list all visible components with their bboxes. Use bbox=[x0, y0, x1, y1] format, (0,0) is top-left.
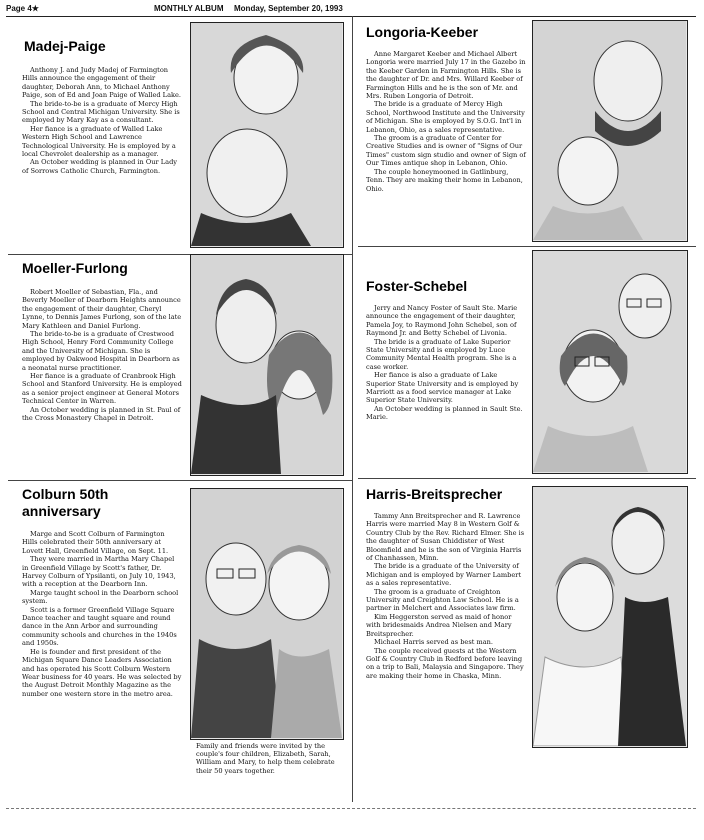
article-body bbox=[22, 288, 182, 423]
paragraph: Anne Margaret Keeber and Michael Albert Longoria were married July 17 in the Gazebo in the Keeber Garden in Farmington Hills. She is the daughter of Dr. and Mrs. Willard Keeber of Farmington Hills and he is the son of Mr. and Mrs. Ruben Longoria of Detroit. bbox=[366, 50, 526, 101]
section-divider bbox=[358, 478, 696, 479]
paragraph: He is founder and first president of the Michigan Square Dance Leaders Association and has operated his Scott Colburn Western Wear business for 40 years. He was selected by the August Detroit Monthly Magazine as the number one western store in the metro area. bbox=[22, 647, 182, 698]
article-body bbox=[22, 66, 182, 175]
headline: Colburn 50th anniversary bbox=[22, 486, 109, 519]
couple-photo bbox=[190, 488, 344, 740]
couple-photo-icon bbox=[533, 21, 686, 240]
couple-photo-icon bbox=[533, 487, 686, 746]
headline: Madej-Paige bbox=[24, 38, 106, 54]
paragraph: Anthony J. and Judy Madej of Farmington Hills announce the engagement of their daughter, Deborah Ann, to Michael Anthony Paige, son of Ed and Joan Paige of Walled Lake. bbox=[22, 66, 181, 100]
paragraph: The bride is a graduate of Lake Superior State University and is employed by Luce Community Mental Health program. She is a case worker. bbox=[366, 337, 517, 371]
couple-photo-icon bbox=[191, 255, 342, 474]
couple-photo bbox=[190, 254, 344, 476]
paragraph: Jerry and Nancy Foster of Sault Ste. Marie announce the engagement of their daughter, Pamela Joy, to Raymond John Schebel, son of Raymond Jr. and Betty Schebel of Livonia. bbox=[366, 304, 518, 338]
headline: Moeller-Furlong bbox=[22, 260, 128, 276]
couple-photo bbox=[190, 22, 344, 248]
couple-photo-icon bbox=[191, 23, 342, 246]
paragraph: Tammy Ann Breitsprecher and R. Lawrence Harris were married May 8 in Western Golf & Country Club by the Rev. Richard Elmer. She is the daughter of Susan Chiddister of West Bloomfield and he is the son of Virginia Harris of Chanhassen, Minn. bbox=[366, 512, 525, 563]
section-divider bbox=[358, 246, 696, 247]
issue-date: Monday, September 20, 1993 bbox=[234, 4, 343, 13]
paragraph: Marge taught school in the Dearborn school system. bbox=[22, 588, 179, 606]
couple-photo-icon bbox=[191, 489, 342, 738]
paragraph: Michael Harris served as best man. bbox=[374, 638, 493, 647]
paragraph: Scott is a former Greenfield Village Square Dance teacher and taught square and round dance in the Ann Arbor and surrounding community schools and churches in the 1940s and 1950s. bbox=[22, 605, 177, 648]
paragraph: The couple honeymooned in Gatlinburg, Tenn. They are making their home in Lebanon, Ohio. bbox=[366, 167, 523, 193]
couple-photo bbox=[532, 20, 688, 242]
paragraph: The bride is a graduate of Mercy High School, Northwood Institute and the University of Michigan. She is employed by S.O.G. Int'l in Lebanon, Ohio, as a sales representative. bbox=[366, 100, 525, 134]
page-bottom-rule bbox=[6, 808, 696, 809]
paragraph: The couple received guests at the Western Golf & Country Club in Redford before leaving on a trip to Bali, Malaysia and Singapore. They are making their home in Chaska, Minn. bbox=[366, 646, 524, 680]
headline: Longoria-Keeber bbox=[366, 24, 479, 40]
article-body bbox=[22, 530, 182, 698]
section-divider bbox=[8, 480, 352, 481]
paragraph: The groom is a graduate of Creighton University and Creighton Law School. He is a partner in Melchert and Associates law firm. bbox=[366, 587, 519, 613]
paragraph: Robert Moeller of Sebastian, Fla., and Beverly Moeller of Dearborn Heights announce the engagement of their daughter, Cheryl Lynne, to Dennis James Furlong, son of the late Mary Kathleen and Daniel Furlong. bbox=[22, 288, 182, 330]
couple-photo bbox=[532, 250, 688, 474]
paragraph: An October wedding is planned in Our Lady of Sorrows Catholic Church, Farmington. bbox=[22, 158, 178, 175]
paragraph: An October wedding is planned in St. Paul of the Cross Monastery Chapel in Detroit. bbox=[22, 405, 181, 423]
page-number: Page 4★ bbox=[6, 4, 39, 13]
paragraph: An October wedding is planned in Sault Ste. Marie. bbox=[366, 404, 523, 422]
section-title: MONTHLY ALBUM bbox=[154, 4, 224, 13]
column-divider bbox=[352, 16, 353, 802]
paragraph: The bride is a graduate of the University of Michigan and is employed by Warner Lambert as a sales representative. bbox=[366, 562, 522, 588]
paragraph: Her fiance is also a graduate of Lake Superior State University and is employed by Marriott as a food service manager at Lake Superior State University. bbox=[366, 371, 519, 405]
photo-caption: Family and friends were invited by the couple's four children, Elizabeth, Sarah, William and Mary, to help them celebrate their 50 years together. bbox=[196, 742, 335, 775]
article-body bbox=[366, 50, 526, 193]
masthead bbox=[6, 4, 696, 17]
paragraph: The bride-to-be is a graduate of Crestwood High School, Henry Ford Community College and the University of Michigan. She is employed by Oakwood Hospital in Dearborn as a neonatal nurse practitioner. bbox=[22, 330, 180, 372]
paragraph: Her fiance is a graduate of Cranbrook High School and Stanford University. He is employed as a senior project engineer at General Motors Technical Center in Warren. bbox=[22, 372, 182, 406]
couple-photo-icon bbox=[533, 251, 686, 472]
paragraph: Kim Heggerston served as maid of honor with bridesmaids Andrea Nielsen and Mary Breitsprecher. bbox=[366, 612, 512, 638]
paragraph: The bride-to-be is a graduate of Mercy High School and Central Michigan University. She is employed by Mary Kay as a consultant. bbox=[22, 99, 180, 125]
headline: Harris-Breitsprecher bbox=[366, 486, 503, 502]
article-body bbox=[366, 512, 526, 680]
paragraph: Her fiance is a graduate of Walled Lake Western High School and Lawrence Technological University. He is employed by a local Chevrolet dealership as a manager. bbox=[22, 124, 176, 159]
article-body bbox=[366, 304, 526, 422]
paragraph: Marge and Scott Colburn of Farmington Hills celebrated their 50th anniversary at Lovett Hall, Greenfield Village, on Sept. 11. bbox=[22, 530, 169, 555]
couple-photo bbox=[532, 486, 688, 748]
paragraph: The groom is a graduate of Center for Creative Studies and is owner of "Signs of Our Times" custom sign studio and owner of Sign of Our Times antique shop in Lebanon, Ohio. bbox=[366, 134, 526, 168]
paragraph: They were married in Martha Mary Chapel in Greenfield Village by Scott's father, Dr. Harvey Colburn of Ypsilanti, on July 10, 1943, with a reception at the Dearborn Inn. bbox=[22, 555, 176, 589]
headline: Foster-Schebel bbox=[366, 278, 468, 294]
